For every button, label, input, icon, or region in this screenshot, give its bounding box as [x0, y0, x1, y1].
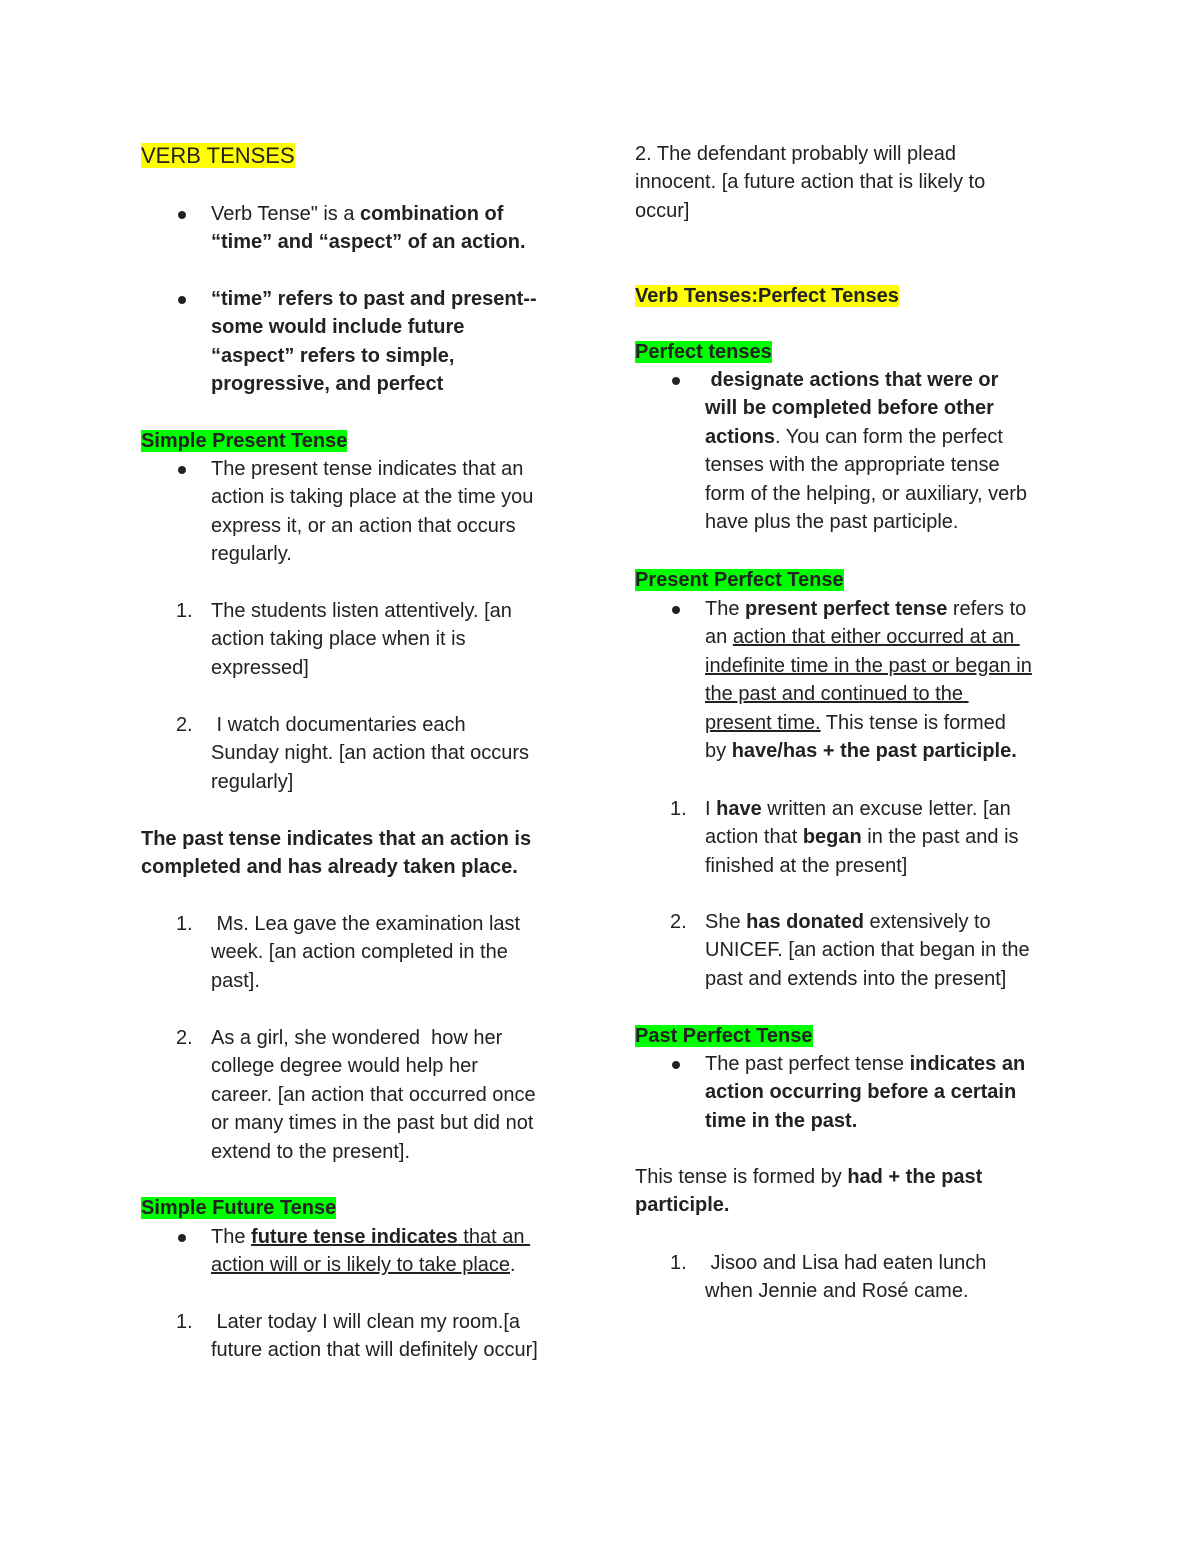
list-number: 2.: [176, 1027, 193, 1049]
list-number: 1.: [176, 600, 193, 622]
bullet-icon: [672, 377, 680, 385]
list-number: 2.: [670, 911, 687, 933]
bullet-icon: [178, 1234, 186, 1242]
list-number: 1.: [670, 1252, 687, 1274]
past-perfect-example-1: Jisoo and Lisa had eaten lunch when Jennie and Rosé came.: [705, 1252, 987, 1303]
heading-simple-future: Simple Future Tense: [141, 1197, 337, 1219]
heading-present-perfect: Present Perfect Tense: [635, 569, 844, 591]
heading-perfect-tenses: Perfect tenses: [635, 341, 772, 363]
simple-future-example-1: Later today I will clean my room.[a future action that will definitely occur]: [211, 1311, 538, 1362]
bullet-icon: [672, 606, 680, 614]
present-perfect-example-2: She has donated extensively to UNICEF. [an action that began in the past and extends into the present]: [705, 911, 1030, 990]
past-tense-statement: The past tense indicates that an action is completed and has already taken place.: [141, 828, 532, 879]
present-perfect-example-1: I have written an excuse letter. [an action that began in the past and is finished at the present]: [705, 798, 1019, 877]
past-perfect-bullet: The past perfect tense indicates an action occurring before a certain time in the past.: [705, 1053, 1026, 1132]
bullet-icon: [178, 466, 186, 474]
list-number: 1.: [176, 913, 193, 935]
list-number: 2.: [176, 714, 193, 736]
bullet-icon: [672, 1061, 680, 1069]
page-title: VERB TENSES: [141, 143, 295, 168]
list-number: 1.: [670, 798, 687, 820]
past-example-1: Ms. Lea gave the examination last week. [an action completed in the past].: [211, 913, 521, 992]
intro-bullet-2: “time” refers to past and present-- some would include future “aspect” refers to simple, progressive, and perfect: [211, 288, 537, 396]
future-example-2: 2. The defendant probably will plead innocent. [a future action that is likely to occur]: [635, 143, 986, 222]
heading-simple-present: Simple Present Tense: [141, 430, 348, 452]
bullet-icon: [178, 211, 186, 219]
simple-present-example-1: The students listen attentively. [an action taking place when it is expressed]: [211, 600, 512, 679]
present-perfect-bullet: The present perfect tense refers to an action that either occurred at an indefinite time in the past or began in the past and continued to the present time. This tense is formed by have/has + the past participle.: [705, 598, 1032, 763]
bullet-icon: [178, 296, 186, 304]
simple-present-example-2: I watch documentaries each Sunday night. [an action that occurs regularly]: [211, 714, 529, 793]
past-example-2: As a girl, she wondered how her college degree would help her career. [an action that occurred once or many times in the past but did not extend to the present].: [211, 1027, 536, 1163]
list-number: 1.: [176, 1311, 193, 1333]
simple-future-bullet: The future tense indicates that an action will or is likely to take place.: [211, 1226, 531, 1277]
perfect-tenses-bullet: designate actions that were or will be completed before other actions. You can form the perfect tenses with the appropriate tense form of the helping, or auxiliary, verb have plus the past participle.: [705, 369, 1028, 534]
simple-present-bullet: The present tense indicates that an action is taking place at the time you express it, or an action that occurs regularly.: [211, 458, 534, 566]
past-perfect-formed: This tense is formed by had + the past participle.: [635, 1166, 983, 1217]
heading-past-perfect: Past Perfect Tense: [635, 1025, 813, 1047]
intro-bullet-1: Verb Tense" is a combination of “time” and “aspect” of an action.: [211, 203, 526, 254]
perfect-tenses-title: Verb Tenses:Perfect Tenses: [635, 285, 899, 307]
